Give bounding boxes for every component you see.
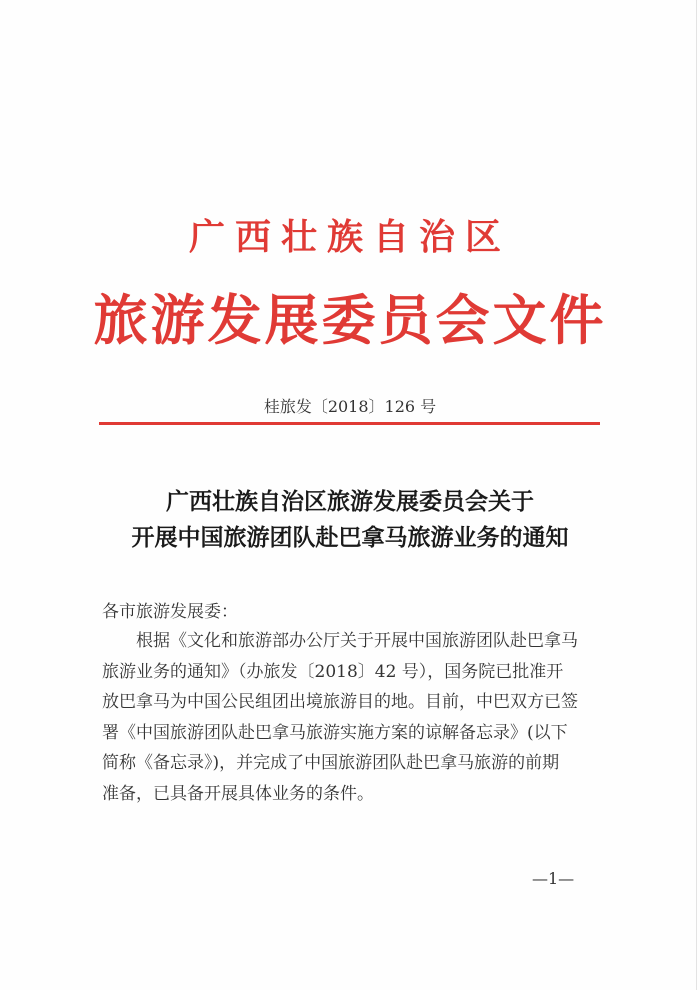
body-line: 根据《文化和旅游部办公厅关于开展中国旅游团队赴巴拿马 [136,631,578,651]
body-line: 简称《备忘录》)，并完成了中国旅游团队赴巴拿马旅游的前期 [102,753,560,773]
issuer-name: 广西壮族自治区 [188,216,511,258]
document-title [0,484,700,556]
body-paragraph [102,626,600,809]
issuer-document-heading: 旅游发展委员会文件 [93,288,607,352]
body-line: 旅游业务的通知》（办旅发〔2018〕42 号），国务院已批准开 [102,661,564,682]
body-line: 准备，已具备开展具体业务的条件。 [102,783,374,804]
body-line: 放巴拿马为中国公民组团出境旅游目的地。目前，中巴双方已签 [102,692,578,712]
title-line-1: 广西壮族自治区旅游发展委员会关于 [166,488,534,515]
red-divider [99,422,600,425]
body-line: 署《中国旅游团队赴巴拿马旅游实施方案的谅解备忘录》(以下 [102,722,568,743]
title-line-2: 开展中国旅游团队赴巴拿马旅游业务的通知 [131,524,569,551]
page-number: —1— [532,869,575,888]
document-number: 桂旅发〔2018〕126 号 [263,397,437,416]
salutation: 各市旅游发展委： [102,602,238,622]
